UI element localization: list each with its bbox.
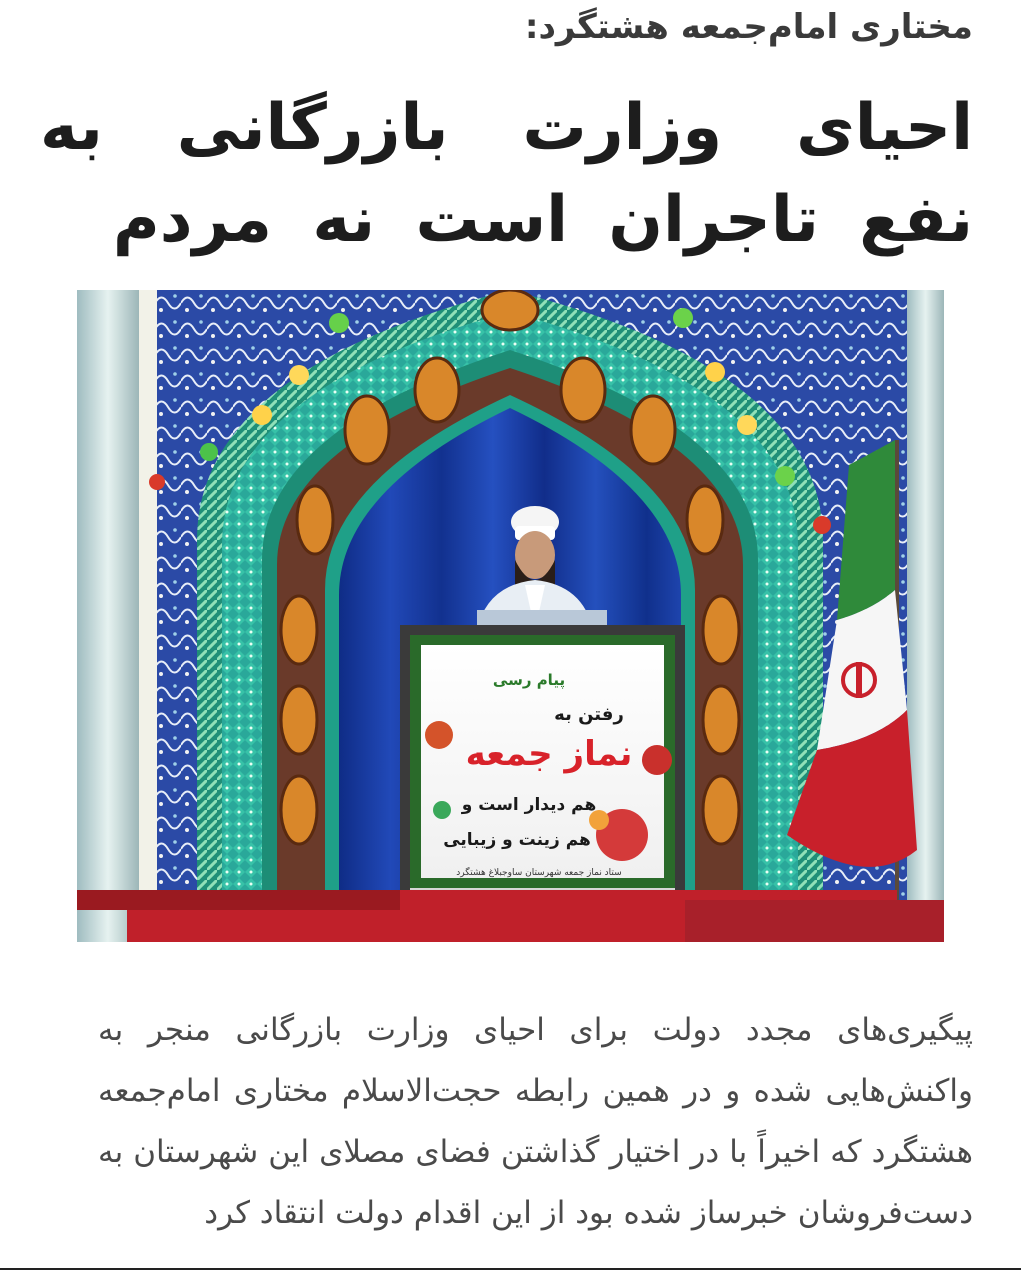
banner-line-2: نماز جمعه bbox=[465, 734, 633, 774]
article-body: پیگیری‌های مجدد دولت برای احیای وزارت بازرگانی منجر به واکنش‌هایی شده و در همین رابطه حجت‌الاسلام مختاری امام‌جمعه هشتگرد که اخیراً با در اختیار گذاشتن فضای مصلای این شهرستان به دست‌فروشان خبرساز شده بود از این اقدام دولت انتقاد کرد bbox=[98, 1012, 973, 1231]
bottom-edge bbox=[0, 1268, 1021, 1281]
article-kicker: مختاری امام‌جمعه هشتگرد: bbox=[524, 7, 973, 47]
article-headline: احیای وزارت بازرگانی به نفع تاجران است نه مردم bbox=[40, 91, 973, 257]
article-photo bbox=[77, 290, 944, 942]
left-pillar bbox=[77, 290, 139, 942]
banner-small-title: پیام رسی bbox=[492, 671, 566, 689]
lectern bbox=[400, 625, 685, 925]
banner-line-3: هم دیدار است و bbox=[461, 795, 597, 815]
banner-line-4: هم زینت و زیبایی bbox=[443, 830, 591, 850]
banner-line-1: رفتن به bbox=[554, 704, 624, 725]
banner-footer: ستاد نماز جمعه شهرستان ساوجبلاغ هشتگرد bbox=[456, 868, 622, 878]
